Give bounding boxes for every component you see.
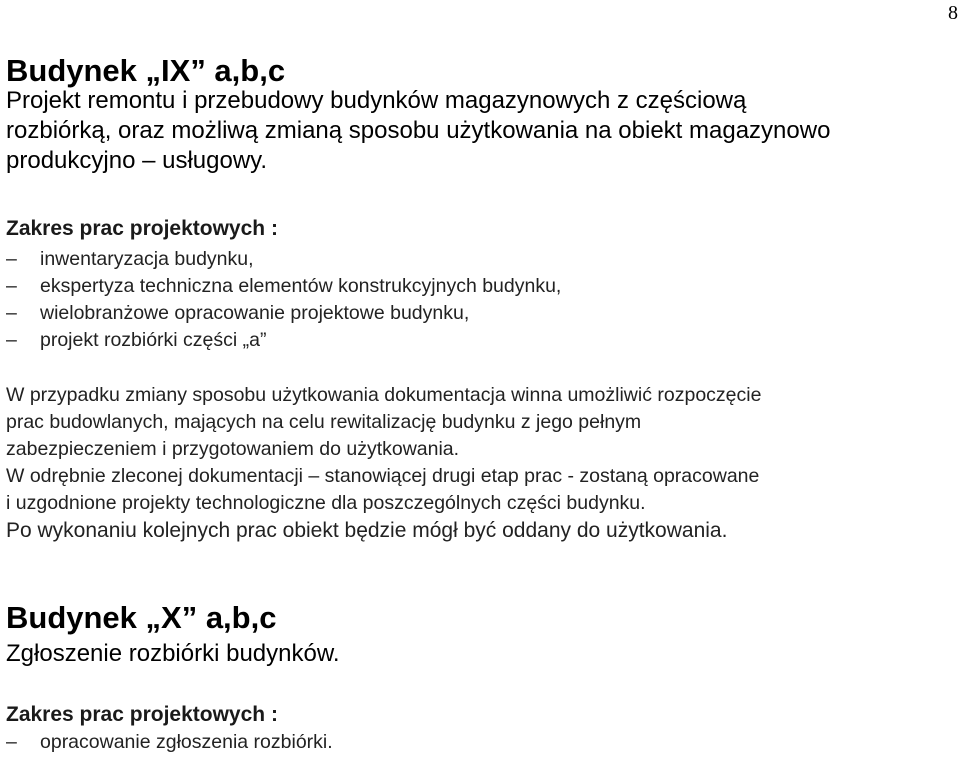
section-ix-scope-list (6, 246, 950, 354)
section-x (6, 601, 950, 635)
section-x-scope-heading: Zakres prac projektowych : (6, 703, 278, 726)
final-line: Po wykonaniu kolejnych prac obiekt będzie mógł być oddany do użytkowania. (6, 519, 728, 542)
paragraph-line: W odrębnie zleconej dokumentacji – stanowiącej drugi etap prac - zostaną opracowane (6, 465, 760, 487)
list-item: – ekspertyza techniczna elementów konstrukcyjnych budynku, (6, 273, 950, 300)
paragraph-line: i uzgodnione projekty technologiczne dla poszczególnych części budynku. (6, 492, 646, 514)
paragraph-line: W przypadku zmiany sposobu użytkowania dokumentacja winna umożliwić rozpoczęcie (6, 384, 762, 406)
page-number: 8 (948, 2, 958, 24)
list-item: – wielobranżowe opracowanie projektowe budynku, (6, 300, 950, 327)
description-line: produkcyjno – usługowy. (6, 147, 268, 174)
description-line: Projekt remontu i przebudowy budynków magazynowych z częściową (6, 87, 747, 114)
section-ix-paragraph (6, 382, 950, 544)
section-x-heading: Budynek „X” a,b,c (6, 600, 277, 635)
paragraph-line: zabezpieczeniem i przygotowaniem do użytkowania. (6, 438, 460, 460)
dash-marker: – (6, 248, 17, 270)
section-ix (6, 54, 950, 88)
paragraph-line: prac budowlanych, mających na celu rewitalizację budynku z jego pełnym (6, 411, 642, 433)
section-ix-description (6, 86, 950, 176)
section-ix-heading: Budynek „IX” a,b,c (6, 53, 286, 88)
dash-marker: – (6, 275, 17, 297)
section-x-scope-list (6, 729, 950, 756)
list-item: – inwentaryzacja budynku, (6, 246, 950, 273)
dash-marker: – (6, 731, 17, 753)
section-x-description: Zgłoszenie rozbiórki budynków. (6, 640, 340, 667)
list-item: – opracowanie zgłoszenia rozbiórki. (6, 729, 950, 756)
dash-marker: – (6, 302, 17, 324)
dash-marker: – (6, 329, 17, 351)
list-item: – projekt rozbiórki części „a” (6, 327, 950, 354)
section-ix-scope-heading: Zakres prac projektowych : (6, 217, 278, 240)
description-line: rozbiórką, oraz możliwą zmianą sposobu użytkowania na obiekt magazynowo (6, 117, 831, 144)
